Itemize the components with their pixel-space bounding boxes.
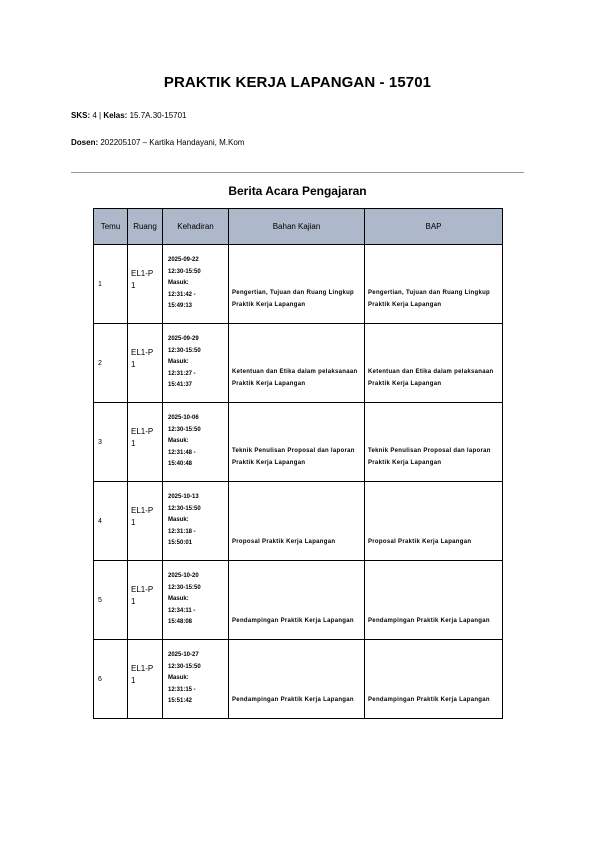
bap-text: Proposal Praktik Kerja Lapangan [368, 538, 472, 545]
cell-bap [365, 324, 503, 403]
table-row [94, 324, 503, 403]
attendance-in-label: Masuk: [168, 438, 189, 444]
sks-label: SKS: [71, 111, 91, 120]
meeting-number: 5 [98, 597, 102, 604]
course-info [71, 111, 187, 120]
attendance-in-time: 12:34:11 - [168, 607, 196, 614]
kelas-value: 15.7A.30-15701 [127, 111, 187, 120]
meeting-number: 2 [98, 360, 102, 367]
cell-kehadiran [163, 482, 229, 561]
section-title: Berita Acara Pengajaran [228, 184, 367, 198]
attendance-schedule: 12:30-15:50 [168, 663, 201, 670]
attendance-date: 2025-09-22 [168, 257, 199, 263]
cell-bahan-kajian [229, 561, 365, 640]
cell-temu [94, 324, 128, 403]
attendance-in-time: 12:31:48 - [168, 449, 196, 456]
bap-text: Pengertian, Tujuan dan Ruang Lingkup Praktik Kerja Lapangan [368, 290, 491, 308]
cell-kehadiran [163, 403, 229, 482]
meeting-number: 6 [98, 676, 102, 683]
attendance-in-time: 12:31:42 - [168, 291, 196, 298]
bap-text: Ketentuan dan Etika dalam pelaksanaan Praktik Kerja Lapangan [368, 369, 494, 387]
attendance-out-time: 15:49:13 [168, 303, 193, 309]
room-code: EL1-P1 [131, 348, 154, 369]
cell-temu [94, 245, 128, 324]
attendance-schedule: 12:30-15:50 [168, 505, 201, 512]
cell-bap [365, 482, 503, 561]
cell-temu [94, 640, 128, 719]
cell-ruang [128, 482, 163, 561]
cell-bap [365, 403, 503, 482]
attendance-out-time: 15:51:42 [168, 698, 193, 704]
attendance-in-label: Masuk: [168, 359, 189, 365]
cell-bap [365, 245, 503, 324]
attendance-in-time: 12:31:15 - [168, 686, 196, 693]
attendance-date: 2025-10-13 [168, 494, 199, 500]
study-material-text: Ketentuan dan Etika dalam pelaksanaan Praktik Kerja Lapangan [232, 369, 358, 387]
meeting-number: 1 [98, 281, 102, 288]
cell-ruang [128, 561, 163, 640]
cell-kehadiran [163, 324, 229, 403]
attendance-date: 2025-10-20 [168, 573, 199, 579]
table-row [94, 640, 503, 719]
teaching-record-table [93, 208, 503, 719]
room-code: EL1-P1 [131, 269, 154, 290]
dosen-value: 202205107 – Kartika Handayani, M.Kom [98, 138, 245, 147]
cell-bahan-kajian [229, 640, 365, 719]
table-header-row [94, 209, 503, 245]
attendance-in-label: Masuk: [168, 517, 189, 523]
cell-bahan-kajian [229, 245, 365, 324]
attendance-in-time: 12:31:27 - [168, 370, 196, 377]
cell-kehadiran [163, 561, 229, 640]
study-material-text: Pendampingan Praktik Kerja Lapangan [232, 617, 354, 624]
cell-temu [94, 403, 128, 482]
cell-kehadiran [163, 245, 229, 324]
attendance-schedule: 12:30-15:50 [168, 347, 201, 354]
attendance-schedule: 12:30-15:50 [168, 584, 201, 591]
cell-ruang [128, 640, 163, 719]
attendance-in-label: Masuk: [168, 596, 189, 602]
attendance-in-time: 12:31:18 - [168, 528, 196, 535]
header-bap: BAP [365, 209, 503, 245]
cell-bahan-kajian [229, 324, 365, 403]
attendance-out-time: 15:40:48 [168, 461, 193, 467]
cell-bahan-kajian [229, 482, 365, 561]
attendance-date: 2025-09-29 [168, 336, 199, 342]
cell-temu [94, 561, 128, 640]
header-ruang: Ruang [128, 209, 163, 245]
attendance-schedule: 12:30-15:50 [168, 426, 201, 433]
header-kehadiran: Kehadiran [163, 209, 229, 245]
document-title: PRAKTIK KERJA LAPANGAN - 15701 [163, 74, 432, 91]
table-row [94, 482, 503, 561]
table-row [94, 561, 503, 640]
divider [71, 172, 524, 173]
meeting-number: 4 [98, 518, 102, 525]
cell-bap [365, 561, 503, 640]
attendance-in-label: Masuk: [168, 280, 189, 286]
attendance-date: 2025-10-27 [168, 652, 199, 658]
bap-text: Teknik Penulisan Proposal dan laporan Praktik Kerja Lapangan [368, 448, 491, 466]
attendance-out-time: 15:48:08 [168, 619, 193, 625]
sks-value: 4 | [90, 111, 104, 120]
study-material-text: Pendampingan Praktik Kerja Lapangan [232, 696, 354, 703]
study-material-text: Proposal Praktik Kerja Lapangan [232, 538, 336, 545]
cell-ruang [128, 245, 163, 324]
bap-text: Pendampingan Praktik Kerja Lapangan [368, 617, 490, 624]
attendance-out-time: 15:50:01 [168, 540, 193, 546]
room-code: EL1-P1 [131, 506, 154, 527]
attendance-out-time: 15:41:37 [168, 382, 193, 388]
dosen-label: Dosen: [71, 138, 99, 147]
table-row [94, 403, 503, 482]
cell-ruang [128, 403, 163, 482]
lecturer-info [71, 138, 244, 147]
header-bahan-kajian: Bahan Kajian [229, 209, 365, 245]
study-material-text: Pengertian, Tujuan dan Ruang Lingkup Praktik Kerja Lapangan [232, 290, 355, 308]
attendance-schedule: 12:30-15:50 [168, 268, 201, 275]
attendance-in-label: Masuk: [168, 675, 189, 681]
table-row [94, 245, 503, 324]
kelas-label: Kelas: [103, 111, 128, 120]
study-material-text: Teknik Penulisan Proposal dan laporan Praktik Kerja Lapangan [232, 448, 355, 466]
cell-bahan-kajian [229, 403, 365, 482]
cell-bap [365, 640, 503, 719]
cell-temu [94, 482, 128, 561]
room-code: EL1-P1 [131, 585, 154, 606]
bap-text: Pendampingan Praktik Kerja Lapangan [368, 696, 490, 703]
room-code: EL1-P1 [131, 427, 154, 448]
attendance-date: 2025-10-06 [168, 415, 199, 421]
header-temu: Temu [94, 209, 128, 245]
cell-ruang [128, 324, 163, 403]
room-code: EL1-P1 [131, 664, 154, 685]
meeting-number: 3 [98, 439, 102, 446]
cell-kehadiran [163, 640, 229, 719]
